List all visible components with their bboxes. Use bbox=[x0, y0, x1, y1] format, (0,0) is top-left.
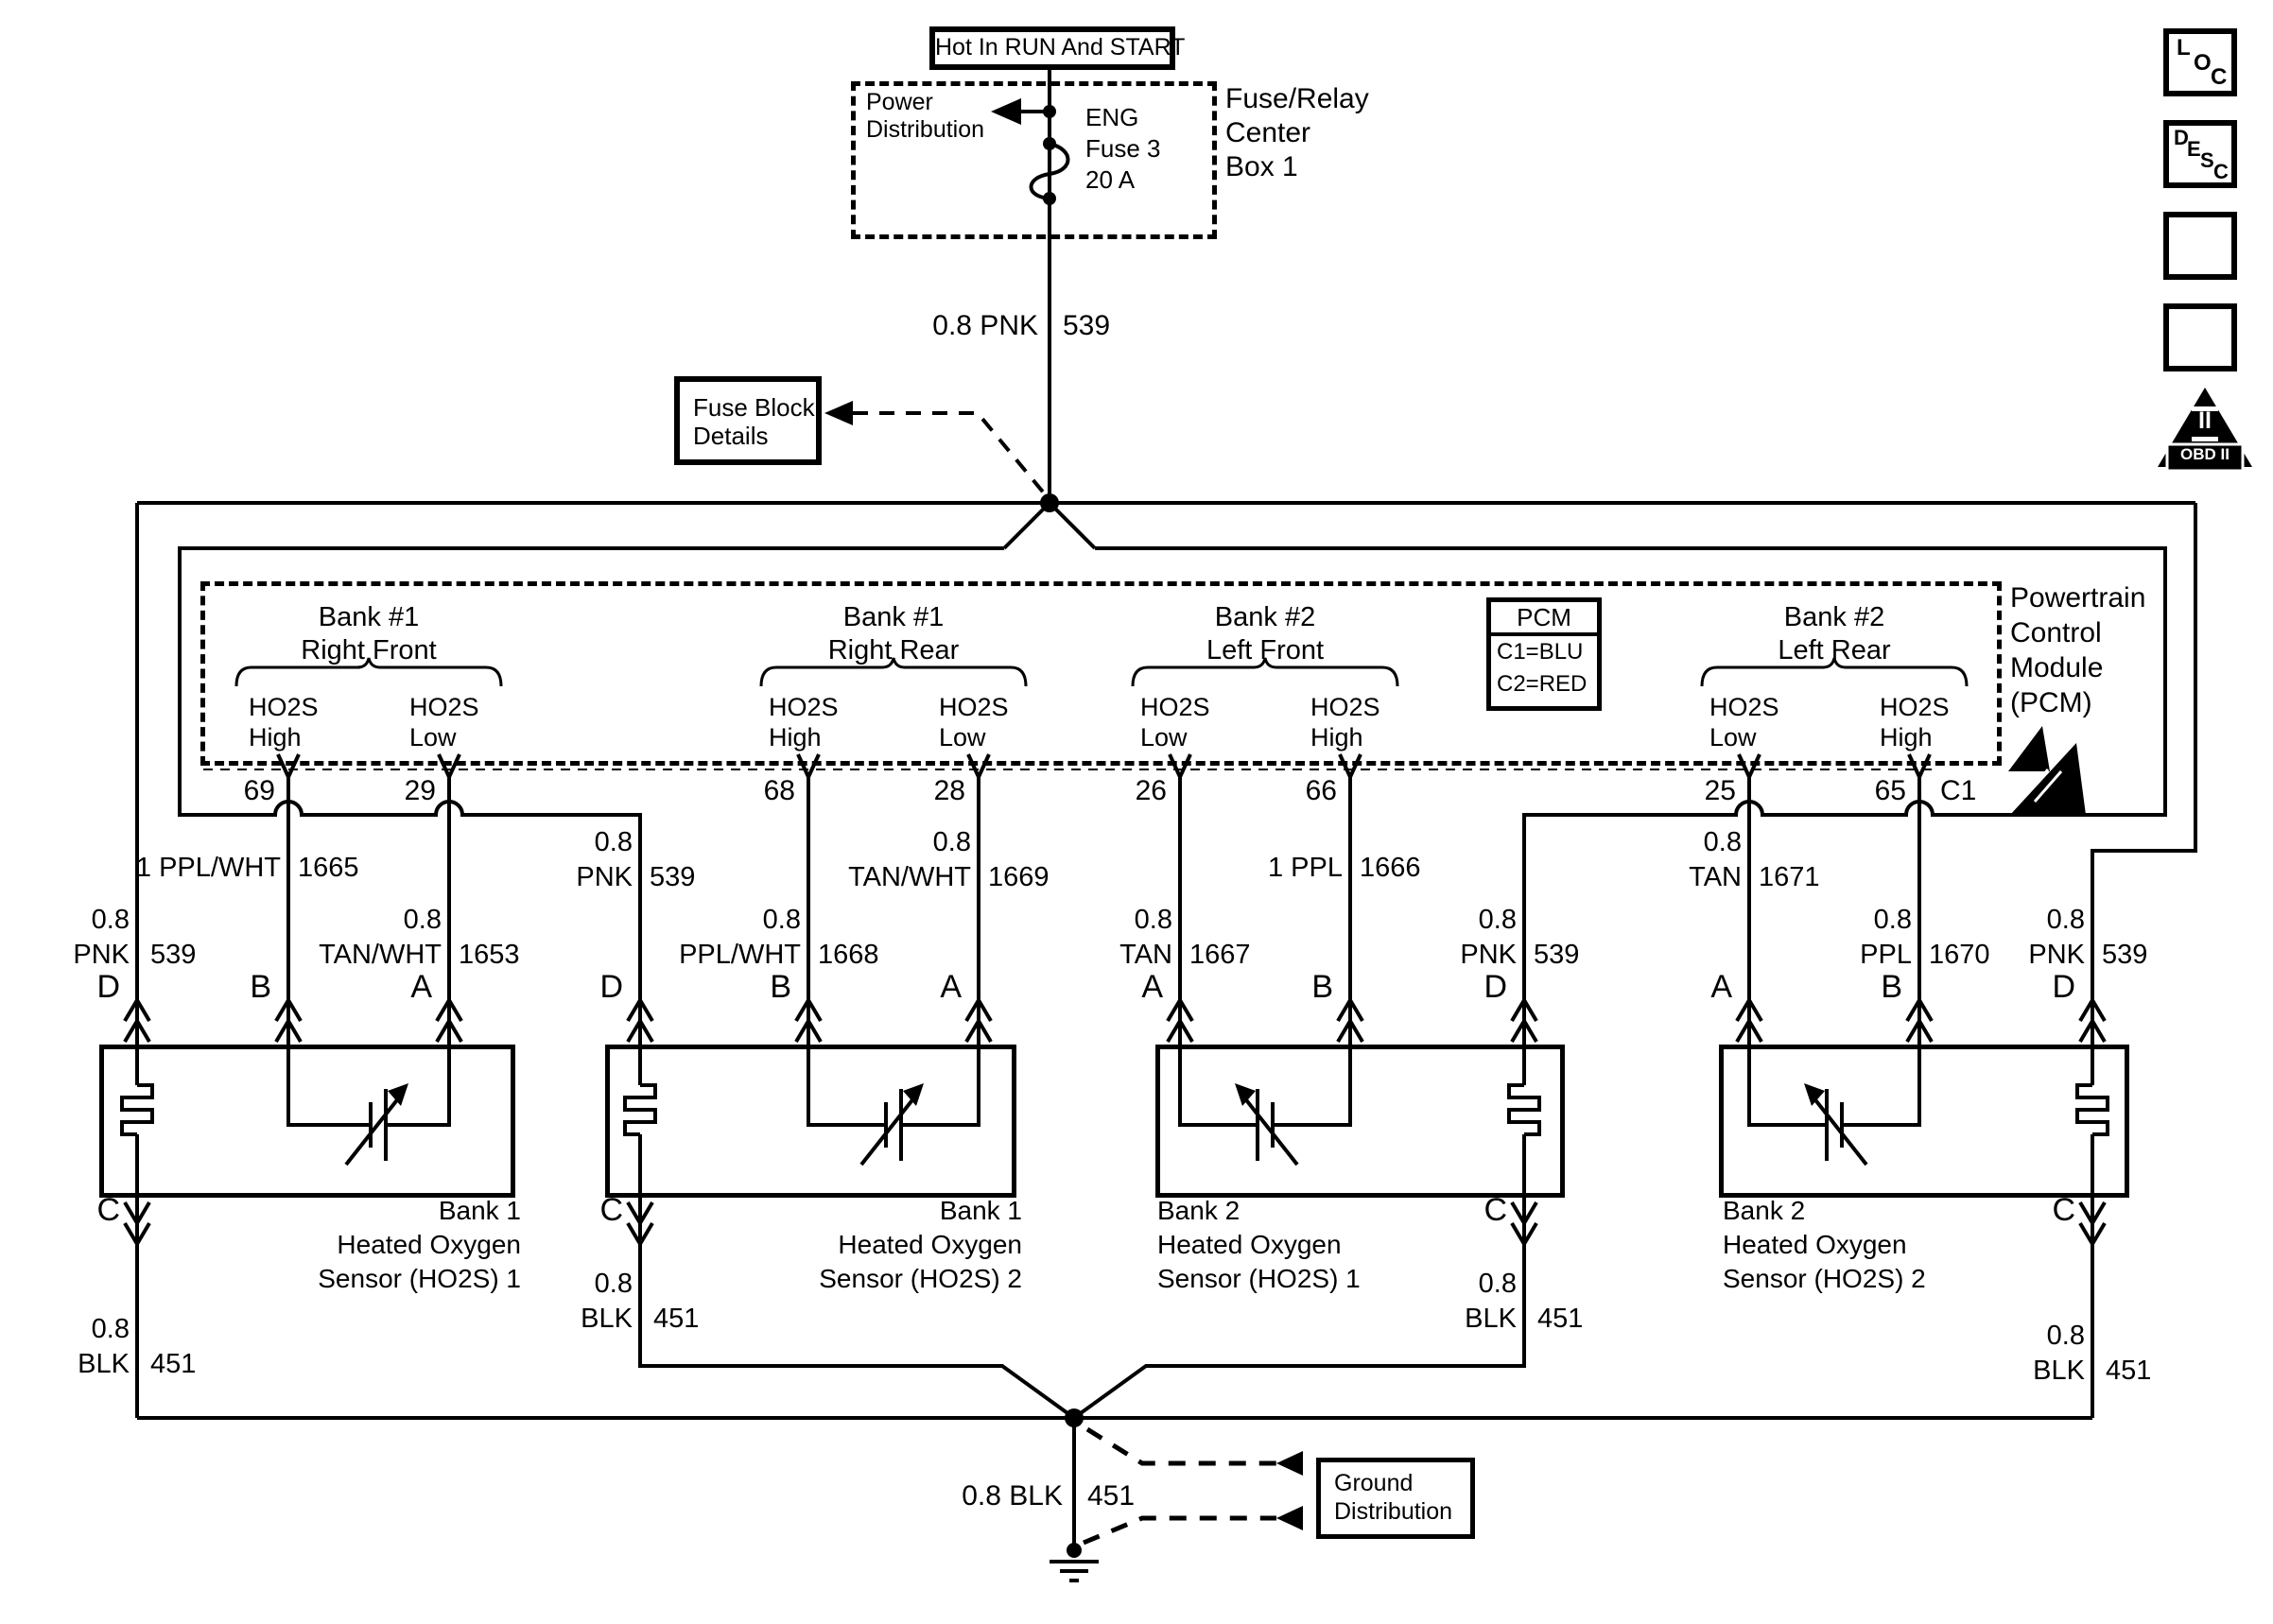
fuse-name: ENG bbox=[1085, 103, 1139, 131]
pin-number-25: 25 bbox=[1704, 775, 1736, 806]
desc-letter-s: S bbox=[2200, 148, 2214, 172]
bank1-front-name: Bank #1 bbox=[318, 602, 420, 632]
pin26-lvl: Low bbox=[1140, 723, 1188, 752]
s2-a-color: TAN/WHT bbox=[848, 862, 971, 892]
sensor1-box bbox=[99, 1045, 515, 1198]
desc-button[interactable] bbox=[2163, 120, 2237, 188]
sensor1-name-2: Heated Oxygen bbox=[337, 1230, 521, 1259]
desc-letter-d: D bbox=[2174, 126, 2189, 149]
s2-gnd-color: BLK bbox=[581, 1304, 633, 1334]
s1-pin-d: D bbox=[96, 969, 120, 1005]
fuse-block-details-1: Fuse Block bbox=[693, 393, 815, 422]
pcm-legend-c1: C1=BLU bbox=[1497, 639, 1584, 665]
pin28-lvl: Low bbox=[939, 723, 986, 752]
fuse-block-details-box bbox=[674, 376, 822, 465]
s1-d-circuit: 539 bbox=[150, 940, 197, 970]
sensor4-box bbox=[1719, 1045, 2129, 1198]
loc-letter-c: C bbox=[2211, 64, 2228, 90]
pin-number-28: 28 bbox=[933, 775, 965, 806]
pin-number-65: 65 bbox=[1874, 775, 1906, 806]
s4-pin-c: C bbox=[2052, 1192, 2075, 1228]
s4-d-size: 0.8 bbox=[2046, 905, 2085, 935]
pin66-fn: HO2S bbox=[1310, 693, 1380, 721]
connector-arrows-up bbox=[125, 1000, 2105, 1042]
s2-gnd-circuit: 451 bbox=[653, 1304, 700, 1334]
ground-dist-arrowhead-1 bbox=[1276, 1451, 1303, 1476]
s3-a-circuit: 1667 bbox=[1189, 940, 1251, 970]
fuse-number: Fuse 3 bbox=[1085, 134, 1161, 163]
sensor2-box bbox=[605, 1045, 1016, 1198]
ground-dist-pointer-2 bbox=[1084, 1518, 1276, 1543]
s2-pin-b: B bbox=[770, 969, 791, 1005]
bus-junction-dot bbox=[1040, 493, 1059, 512]
desc-letter-c: C bbox=[2213, 160, 2229, 183]
s4-a-size: 0.8 bbox=[1703, 827, 1742, 857]
sensor4-name-2: Heated Oxygen bbox=[1723, 1230, 1907, 1259]
obd2-numeral: II bbox=[2198, 407, 2212, 434]
s1-a-circuit: 1653 bbox=[459, 940, 520, 970]
desc-letter-e: E bbox=[2187, 137, 2201, 161]
sensor3-name-3: Sensor (HO2S) 1 bbox=[1157, 1264, 1361, 1293]
s3-d-color: PNK bbox=[1460, 940, 1517, 970]
s2-pin-d: D bbox=[599, 969, 623, 1005]
s4-d-color: PNK bbox=[2028, 940, 2085, 970]
s1-b-label: 1 PPL/WHT bbox=[135, 853, 281, 883]
pin25-fn: HO2S bbox=[1709, 693, 1779, 721]
s2-b-circuit: 1668 bbox=[818, 940, 879, 970]
pin28-fn: HO2S bbox=[939, 693, 1009, 721]
s4-gnd-size: 0.8 bbox=[2046, 1321, 2085, 1351]
pin-number-26: 26 bbox=[1135, 775, 1167, 806]
s3-gnd-color: BLK bbox=[1465, 1304, 1517, 1334]
s3-b-circuit: 1666 bbox=[1360, 853, 1421, 883]
s2-b-size: 0.8 bbox=[762, 905, 801, 935]
pcm-label-2: Control bbox=[2010, 617, 2102, 648]
bank1-rear-name: Bank #1 bbox=[842, 602, 945, 632]
sensor2-name-3: Sensor (HO2S) 2 bbox=[819, 1264, 1022, 1293]
pin65-lvl: High bbox=[1880, 723, 1933, 752]
bank2-front-name: Bank #2 bbox=[1214, 602, 1316, 632]
pin69-lvl: High bbox=[249, 723, 302, 752]
s4-pin-b: B bbox=[1881, 969, 1902, 1005]
pin-number-68: 68 bbox=[763, 775, 795, 806]
s4-b-circuit: 1670 bbox=[1929, 940, 1990, 970]
fuse-block-details-2: Details bbox=[693, 422, 769, 450]
power-distribution-label-1: Power bbox=[866, 89, 933, 115]
bank2-rear-name: Bank #2 bbox=[1783, 602, 1885, 632]
s1-b-circuit: 1665 bbox=[298, 853, 359, 883]
s3-a-color: TAN bbox=[1119, 940, 1172, 970]
fuse-relay-label-3: Box 1 bbox=[1225, 151, 1298, 182]
hot-in-run-start-label: Hot In RUN And START bbox=[935, 34, 1186, 60]
next-button[interactable] bbox=[2163, 212, 2237, 280]
loc-letter-l: L bbox=[2177, 35, 2191, 60]
sensor1-name-1: Bank 1 bbox=[438, 1196, 521, 1225]
s3-pin-a: A bbox=[1141, 969, 1163, 1005]
s2-b-color: PPL/WHT bbox=[679, 940, 801, 970]
s4-b-color: PPL bbox=[1860, 940, 1912, 970]
s1-a-size: 0.8 bbox=[403, 905, 442, 935]
pin26-fn: HO2S bbox=[1140, 693, 1210, 721]
feed-wire-circuit: 539 bbox=[1063, 310, 1111, 341]
s4-d-circuit: 539 bbox=[2102, 940, 2148, 970]
s3-d-size: 0.8 bbox=[1478, 905, 1517, 935]
pin29-lvl: Low bbox=[409, 723, 457, 752]
fuse-details-arrowhead bbox=[824, 401, 853, 425]
feed-wire-label: 0.8 PNK bbox=[932, 310, 1038, 341]
ground-dot bbox=[1067, 1543, 1082, 1558]
main-ground-label: 0.8 BLK bbox=[962, 1480, 1063, 1512]
pin66-lvl: High bbox=[1310, 723, 1363, 752]
sensor1-name-3: Sensor (HO2S) 1 bbox=[318, 1264, 521, 1293]
s3-gnd-size: 0.8 bbox=[1478, 1269, 1517, 1299]
ground-distribution-box bbox=[1316, 1458, 1475, 1539]
pin-number-69: 69 bbox=[243, 775, 275, 806]
ground-symbol bbox=[1050, 1562, 1099, 1581]
pin69-fn: HO2S bbox=[249, 693, 319, 721]
connector-c1-label: C1 bbox=[1940, 775, 1977, 806]
s4-gnd-color: BLK bbox=[2033, 1356, 2085, 1386]
s4-pin-d: D bbox=[2052, 969, 2075, 1005]
loc-letter-o: O bbox=[2194, 50, 2212, 76]
pcm-legend-title: PCM bbox=[1491, 602, 1597, 636]
s4-b-size: 0.8 bbox=[1873, 905, 1912, 935]
pin68-lvl: High bbox=[769, 723, 822, 752]
fuse-relay-label-1: Fuse/Relay bbox=[1225, 83, 1369, 114]
loc-button[interactable] bbox=[2163, 28, 2237, 96]
s4-gnd-circuit: 451 bbox=[2106, 1356, 2152, 1386]
sensor2-name-1: Bank 1 bbox=[939, 1196, 1022, 1225]
s1-gnd-color: BLK bbox=[78, 1349, 130, 1379]
sensor4-name-3: Sensor (HO2S) 2 bbox=[1723, 1264, 1926, 1293]
s3-d-circuit: 539 bbox=[1534, 940, 1580, 970]
ground-distribution-2: Distribution bbox=[1334, 1498, 1453, 1525]
fuse-relay-label-2: Center bbox=[1225, 117, 1311, 148]
s2-a-circuit: 1669 bbox=[988, 862, 1050, 892]
pin29-fn: HO2S bbox=[409, 693, 479, 721]
s2-pin-a: A bbox=[940, 969, 962, 1005]
s1-d-color: PNK bbox=[73, 940, 130, 970]
bank1-rear-pos: Right Rear bbox=[827, 635, 960, 665]
ground-dist-arrowhead-2 bbox=[1276, 1506, 1303, 1530]
s4-a-color: TAN bbox=[1689, 862, 1742, 892]
sensor2-name-2: Heated Oxygen bbox=[838, 1230, 1022, 1259]
pin-number-66: 66 bbox=[1305, 775, 1337, 806]
pcm-pin-wires bbox=[288, 777, 1919, 1045]
s3-pin-d: D bbox=[1484, 969, 1507, 1005]
s3-pin-c: C bbox=[1484, 1192, 1507, 1228]
bank1-front-pos: Right Front bbox=[301, 635, 437, 665]
sensor3-box bbox=[1155, 1045, 1565, 1198]
s2-d-circuit: 539 bbox=[650, 862, 696, 892]
s2-gnd-size: 0.8 bbox=[594, 1269, 633, 1299]
pin68-fn: HO2S bbox=[769, 693, 839, 721]
pcm-label-1: Powertrain bbox=[2010, 582, 2146, 613]
s4-pin-a: A bbox=[1710, 969, 1732, 1005]
power-distribution-label-2: Distribution bbox=[866, 116, 985, 143]
s1-a-color: TAN/WHT bbox=[319, 940, 442, 970]
bank2-front-pos: Left Front bbox=[1206, 635, 1325, 665]
s3-b-label: 1 PPL bbox=[1268, 853, 1343, 883]
sensor3-name-2: Heated Oxygen bbox=[1157, 1230, 1342, 1259]
s2-d-color: PNK bbox=[576, 862, 633, 892]
s3-gnd-circuit: 451 bbox=[1537, 1304, 1584, 1334]
pcm-legend-box bbox=[1486, 597, 1602, 711]
esd-warning-icon bbox=[2008, 726, 2086, 815]
s2-pin-c: C bbox=[599, 1192, 623, 1228]
s2-a-size: 0.8 bbox=[932, 827, 971, 857]
s3-pin-b: B bbox=[1311, 969, 1333, 1005]
obd2-label: OBD II bbox=[2180, 445, 2230, 463]
ground-distribution-1: Ground bbox=[1334, 1470, 1414, 1496]
s1-pin-a: A bbox=[410, 969, 432, 1005]
s3-a-size: 0.8 bbox=[1134, 905, 1172, 935]
pin25-lvl: Low bbox=[1709, 723, 1757, 752]
pcm-legend-c2: C2=RED bbox=[1497, 671, 1588, 697]
main-ground-circuit: 451 bbox=[1087, 1480, 1136, 1512]
pin-number-29: 29 bbox=[404, 775, 436, 806]
hot-in-run-start-box bbox=[929, 26, 1186, 70]
bank2-rear-pos: Left Rear bbox=[1778, 635, 1891, 665]
s1-pin-c: C bbox=[96, 1192, 120, 1228]
s1-d-size: 0.8 bbox=[91, 905, 130, 935]
pcm-label-3: Module bbox=[2010, 652, 2104, 683]
ground-junction-dot bbox=[1065, 1408, 1084, 1427]
pcm-label-4: (PCM) bbox=[2010, 687, 2092, 718]
pin65-fn: HO2S bbox=[1880, 693, 1950, 721]
s1-gnd-size: 0.8 bbox=[91, 1314, 130, 1344]
back-button[interactable] bbox=[2163, 303, 2237, 371]
sensor3-name-1: Bank 2 bbox=[1157, 1196, 1241, 1225]
s2-d-size: 0.8 bbox=[594, 827, 633, 857]
fuse-rating: 20 A bbox=[1085, 165, 1136, 194]
s4-a-circuit: 1671 bbox=[1759, 862, 1820, 892]
ground-dist-pointer-1 bbox=[1087, 1429, 1276, 1463]
s1-gnd-circuit: 451 bbox=[150, 1349, 197, 1379]
fuse-details-pointer bbox=[853, 413, 1046, 495]
s1-pin-b: B bbox=[250, 969, 271, 1005]
sensor4-name-1: Bank 2 bbox=[1723, 1196, 1806, 1225]
